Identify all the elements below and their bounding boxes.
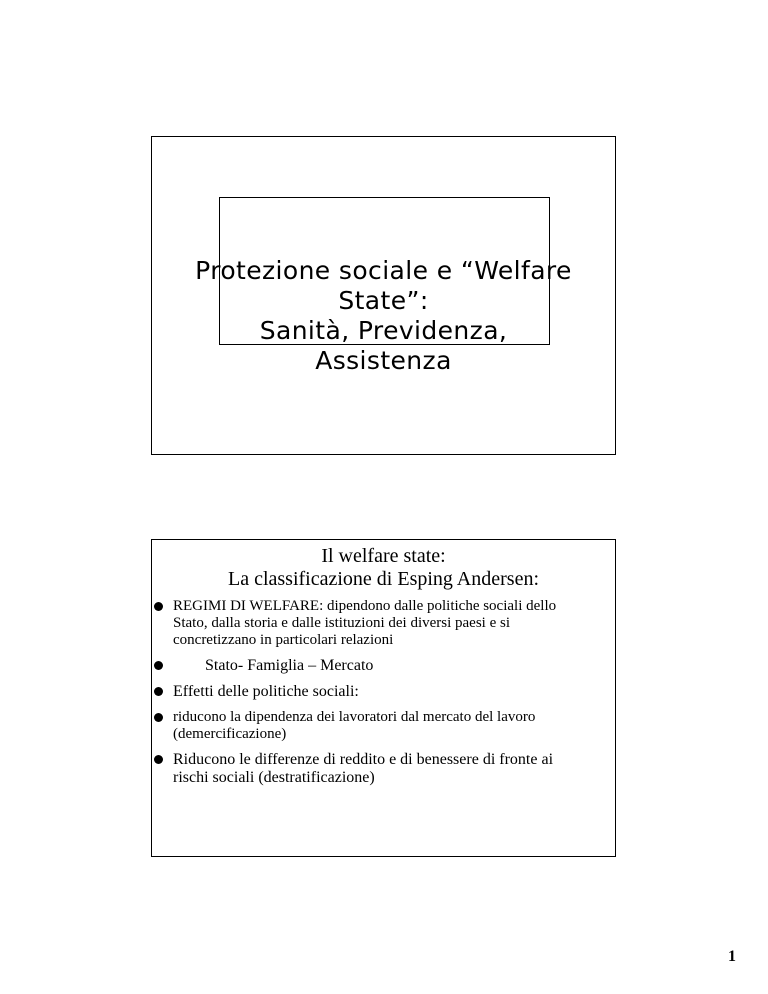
slide-1-title: [152, 256, 615, 376]
list-item: [152, 598, 592, 649]
heading-line: La classificazione di Esping Andersen:: [227, 568, 539, 590]
title-line: State”:: [338, 286, 429, 315]
title-line: Assistenza: [315, 346, 452, 375]
slide-1: [151, 136, 616, 455]
page-number: 1: [728, 948, 736, 965]
bullet-icon: [154, 602, 163, 611]
title-line: Sanità, Previdenza,: [259, 316, 508, 345]
slide-2: [151, 539, 616, 857]
list-item: [152, 657, 592, 675]
bullet-icon: [154, 713, 163, 722]
bullet-list: [152, 598, 592, 795]
title-line: Protezione sociale e “Welfare: [195, 256, 572, 285]
list-item-text: REGIMI DI WELFARE: dipendono dalle politiche sociali dello Stato, dalla storia e dalle istituzioni dei diversi paesi e si concretizzano in particolari relazioni: [173, 598, 557, 648]
bullet-icon: [154, 661, 163, 670]
bullet-icon: [154, 755, 163, 764]
list-item: [152, 709, 592, 743]
list-item: [152, 683, 592, 701]
list-item-text: Stato- Famiglia – Mercato: [205, 657, 374, 674]
heading-line: Il welfare state:: [321, 545, 446, 567]
list-item: [152, 751, 592, 787]
list-item-text: Effetti delle politiche sociali:: [173, 683, 359, 700]
list-item-text: riducono la dipendenza dei lavoratori dal mercato del lavoro (demercificazione): [173, 709, 536, 742]
bullet-icon: [154, 687, 163, 696]
list-item-text: Riducono le differenze di reddito e di benessere di fronte ai rischi sociali (destratificazione): [173, 751, 554, 786]
slide-2-heading: [152, 545, 615, 591]
